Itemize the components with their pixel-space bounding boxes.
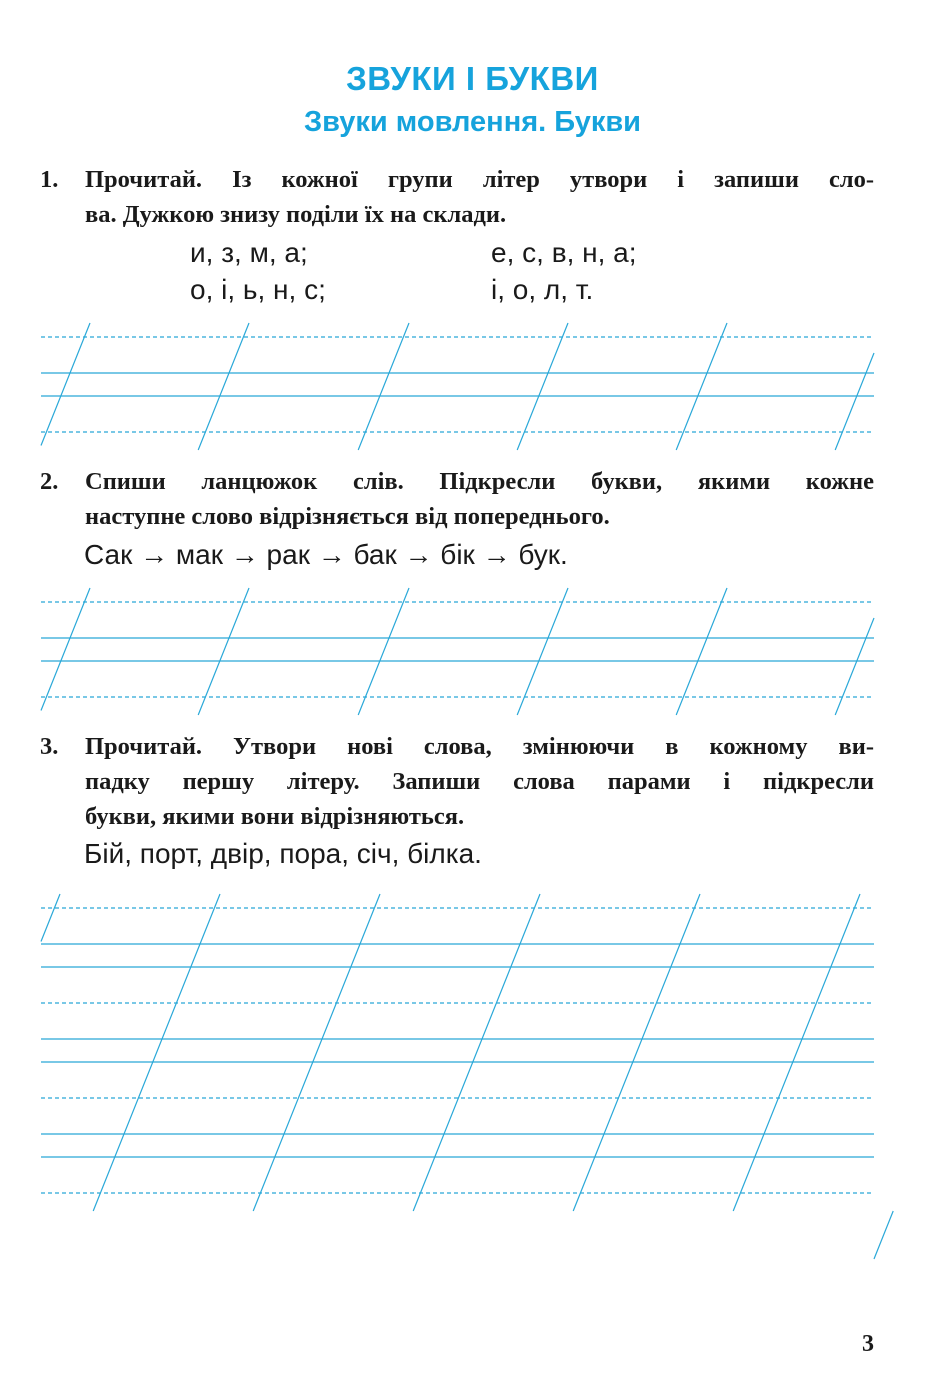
- word-list: Бій, порт, двір, пора, січ, білка.: [84, 838, 482, 869]
- ruling-slant-line: [676, 588, 727, 715]
- ruling-slant-line: [358, 323, 409, 450]
- instruction-line: Прочитай. Утвори нові слова, змінюючи в кожному ви-: [85, 733, 874, 760]
- letter-group: і, о, л, т.: [491, 274, 594, 305]
- instruction-line: Прочитай. Із кожної групи літер утвори і запиши сло-: [85, 166, 874, 193]
- ruling-slant-line: [358, 588, 409, 715]
- exercise-number: 2.: [40, 468, 59, 495]
- page-title: ЗВУКИ І БУКВИ: [346, 60, 599, 97]
- ruling-slant-line: [874, 1211, 893, 1259]
- ruling-slant-line: [517, 588, 568, 715]
- exercise-number: 1.: [40, 166, 59, 193]
- ruling-slant-line: [676, 323, 727, 450]
- ruling-slant-line: [41, 323, 90, 446]
- instruction-line: наступне слово відрізняється від попереднього.: [85, 503, 610, 530]
- ruling-slant-line: [41, 588, 90, 711]
- ruling-slant-line: [517, 323, 568, 450]
- instruction-line: падку першу літеру. Запиши слова парами і підкресли: [85, 768, 874, 795]
- ruling-slant-line: [253, 894, 380, 1211]
- ruling-slant-line: [835, 353, 874, 450]
- page-number: 3: [862, 1331, 874, 1357]
- ruling-slant-line: [733, 894, 860, 1211]
- exercise-number: 3.: [40, 733, 59, 760]
- ruling-slant-line: [198, 323, 249, 450]
- ruling-slant-line: [413, 894, 540, 1211]
- letter-group: о, і, ь, н, с;: [190, 274, 326, 305]
- instruction-line: букви, якими вони відрізняються.: [85, 803, 465, 830]
- word-chain: Сак → мак → рак → бак → бік → бук.: [84, 539, 568, 570]
- ruling-slant-line: [198, 588, 249, 715]
- instruction-line: ва. Дужкою знизу поділи їх на склади.: [85, 201, 507, 228]
- ruling-slant-line: [93, 894, 220, 1211]
- ruling-slant-line: [573, 894, 700, 1211]
- instruction-line: Спиши ланцюжок слів. Підкресли букви, якими кожне: [85, 468, 874, 495]
- ruling-slant-line: [41, 894, 60, 942]
- page-subtitle: Звуки мовлення. Букви: [303, 106, 642, 138]
- ruling-slant-line: [835, 618, 874, 715]
- letter-group: и, з, м, а;: [190, 237, 308, 268]
- letter-group: е, с, в, н, а;: [491, 237, 637, 268]
